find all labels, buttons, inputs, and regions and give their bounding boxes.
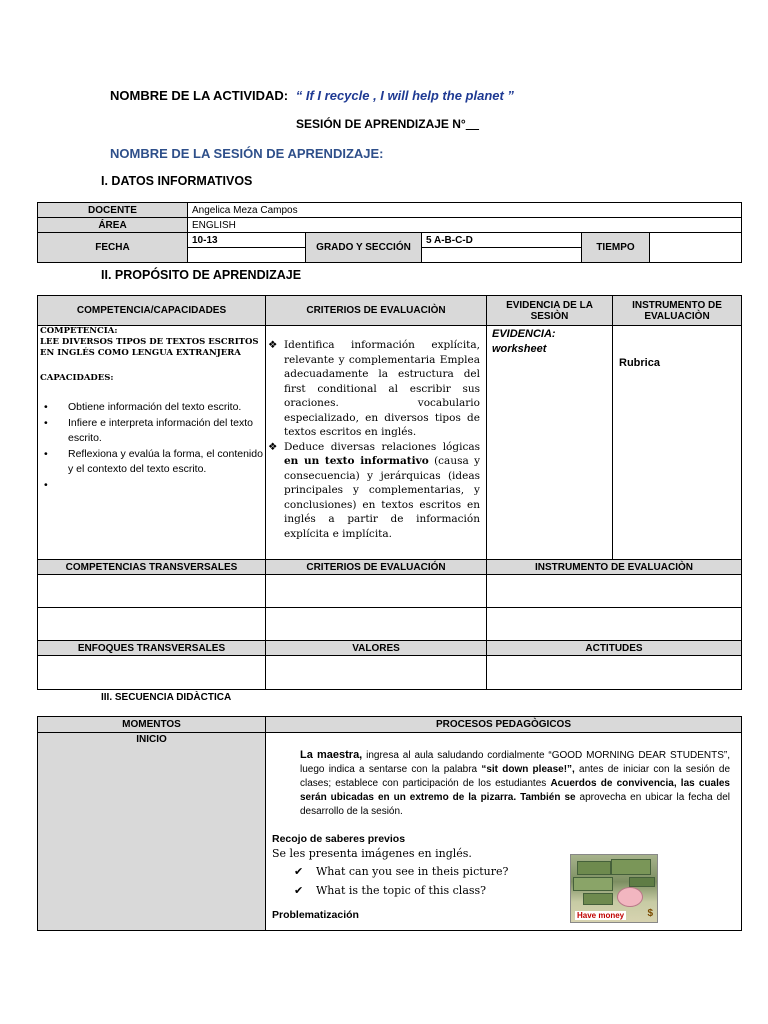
header-procesos: PROCESOS PEDAGÒGICOS	[266, 717, 742, 733]
questions-list	[294, 862, 741, 900]
header-enfoques: ENFOQUES TRANSVERSALES	[38, 641, 266, 656]
activity-heading	[110, 88, 514, 103]
criterio-2: ❖ Deduce diversas relaciones lógicas en un texto informativo (causa y consecuencia) y jerárquicas (ideas principales y complementarias, y conclusiones) en textos escritos en inglés a partir de información explícita e implícita.	[268, 440, 480, 540]
header-evidencia: EVIDENCIA DE LA SESIÒN	[487, 296, 613, 326]
list-item: • Obtiene información del texto escrito.	[40, 400, 263, 415]
header-valores: VALORES	[266, 641, 487, 656]
section-datos-informativos: I. DATOS INFORMATIVOS	[101, 174, 253, 188]
problematizacion-title: Problematización	[272, 909, 359, 921]
area-value: ENGLISH	[188, 218, 742, 233]
header-momentos: MOMENTOS	[38, 717, 266, 733]
header-instrumento-transversales: INSTRUMENTO DE EVALUACIÒN	[487, 560, 742, 575]
evidencia-label: EVIDENCIA:	[492, 328, 556, 340]
instrumento-value: Rubrica	[619, 357, 660, 369]
docente-label: DOCENTE	[38, 203, 188, 218]
fecha-empty	[188, 248, 306, 263]
list-item: • Infiere e interpreta información del texto escrito.	[40, 416, 263, 446]
recojo-title: Recojo de saberes previos	[272, 833, 406, 845]
grado-value: 5 A-B-C-D	[422, 233, 582, 248]
capacidades-list	[40, 400, 263, 477]
tiempo-value	[650, 233, 742, 263]
section-proposito: II. PROPÓSITO DE APRENDIZAJE	[101, 268, 302, 282]
header-comp-transversales: COMPETENCIAS TRANSVERSALES	[38, 560, 266, 575]
list-item: ✔ What is the topic of this class?	[294, 881, 741, 900]
capacidades-label: CAPACIDADES:	[40, 373, 114, 383]
check-icon: ✔	[294, 865, 304, 878]
criterios-cell	[266, 326, 487, 560]
check-icon: ✔	[294, 884, 304, 897]
list-item: ✔ What can you see in theis picture?	[294, 862, 741, 881]
datos-table	[37, 202, 742, 263]
competencia-text: LEE DIVERSOS TIPOS DE TEXTOS ESCRITOS EN INGLÉS COMO LENGUA EXTRANJERA	[40, 337, 259, 358]
competencia-label: COMPETENCIA:	[40, 326, 118, 336]
procesos-paragraph: La maestra, ingresa al aula saludando cordialmente “GOOD MORNING DEAR STUDENTS”, luego indica a sentarse con la palabra “sit down please!”, antes de iniciar con la sesión de clases; establece con participación de los estudiantes Acuerdos de convivencia, las cuales serán ubicadas en un extremo de la pizarra. También se aprovecha en ubicar la fecha del desarrollo de la sesión.	[300, 749, 731, 817]
instrumento-cell	[613, 326, 742, 560]
area-label: ÁREA	[38, 218, 188, 233]
header-competencia: COMPETENCIA/CAPACIDADES	[38, 296, 266, 326]
docente-value: Angelica Meza Campos	[188, 203, 742, 218]
activity-label: NOMBRE DE LA ACTIVIDAD:	[110, 88, 289, 103]
header-criterios: CRITERIOS DE EVALUACIÒN	[266, 296, 487, 326]
section-secuencia: III. SECUENCIA DIDÀCTICA	[101, 692, 232, 703]
fecha-value: 10-13	[188, 233, 306, 248]
competencia-cell	[38, 326, 266, 560]
tiempo-label: TIEMPO	[582, 233, 650, 263]
grado-empty	[422, 248, 582, 263]
diamond-bullet-icon: ❖	[268, 339, 278, 351]
header-instrumento: INSTRUMENTO DE EVALUACIÒN	[613, 296, 742, 326]
money-picture	[570, 854, 658, 923]
proposito-table	[37, 295, 742, 690]
diamond-bullet-icon: ❖	[268, 440, 278, 453]
procesos-cell	[266, 733, 742, 931]
inicio-cell: INICIO	[38, 733, 266, 931]
activity-title: “ If I recycle , I will help the planet ”	[295, 88, 514, 103]
criterio-1: ❖ Identifica información explícita, relevante y complementaria Emplea adecuadamente la estructura del first conditional al escribir sus oraciones. vocabulario especializado, en diversos tipos de textos escritos en inglés.	[268, 339, 480, 438]
piggy-bank-icon	[617, 887, 643, 907]
image-caption: Have money	[577, 911, 625, 920]
header-criterios-transversales: CRITERIOS DE EVALUACIÓN	[266, 560, 487, 575]
fecha-label: FECHA	[38, 233, 188, 263]
grado-label: GRADO Y SECCIÓN	[306, 233, 422, 263]
session-name-label: NOMBRE DE LA SESIÓN DE APRENDIZAJE:	[110, 146, 384, 161]
recojo-text: Se les presenta imágenes en inglés.	[272, 847, 472, 860]
dollar-sign: $	[647, 908, 653, 919]
evidencia-cell	[487, 326, 613, 560]
session-title: SESIÓN DE APRENDIZAJE N°	[296, 117, 466, 131]
list-item: • Reflexiona y evalúa la forma, el contenido y el contexto del texto escrito.	[40, 447, 263, 477]
header-actitudes: ACTITUDES	[487, 641, 742, 656]
evidencia-value: worksheet	[492, 343, 547, 355]
